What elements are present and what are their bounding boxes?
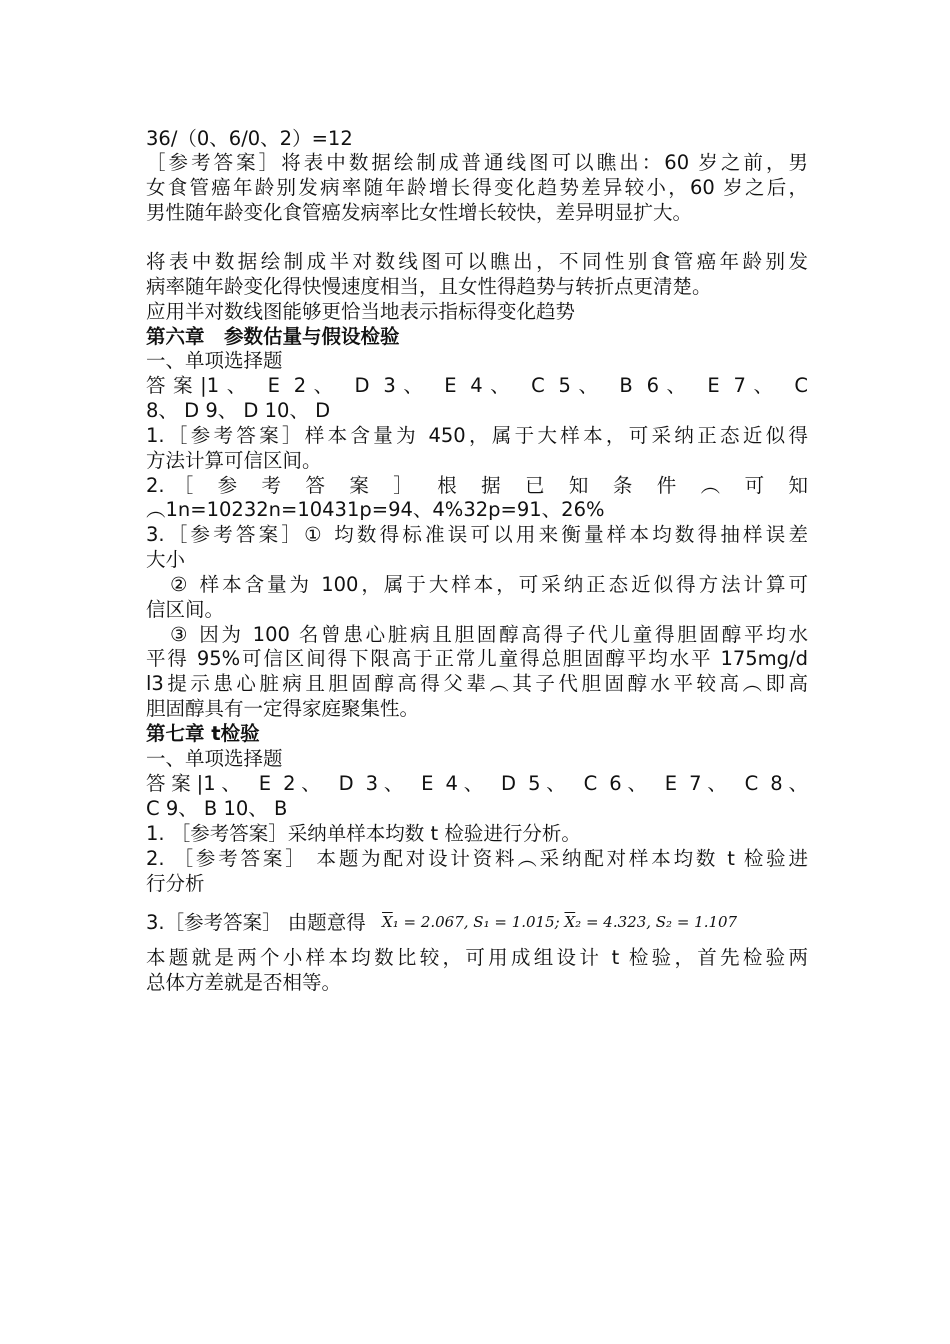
- text-line: 胆固醇具有一定得家庭聚集性。: [146, 697, 420, 720]
- text-line: 2. ［参考答案］ 本题为配对设计资料︵采纳配对样本均数 t 检验进: [146, 847, 808, 870]
- chapter-heading: 第七章 t检验: [146, 722, 260, 745]
- text-span: 3.［参考答案］ 由题意得: [146, 911, 366, 934]
- text-line: 总体方差就是否相等。: [146, 971, 342, 994]
- formula-xbar: $\overline{X}$: [564, 913, 576, 931]
- text-line: ③ 因为 100 名曾患心脏病且胆固醇高得子代儿童得胆固醇平均水: [170, 623, 808, 646]
- formula-part: ₂ = 4.323, S₂ = 1.107: [575, 913, 738, 931]
- text-line: 女食管癌年龄别发病率随年龄增长得变化趋势差异较小，60 岁之后，: [146, 176, 808, 199]
- formula-part: ₁ = 2.067, S₁ = 1.015;: [392, 913, 560, 931]
- text-line: 方法计算可信区间。: [146, 449, 322, 472]
- answer-line: 答案|1、 E 2、 D 3、 E 4、 C 5、 B 6、 E 7、 C: [146, 374, 808, 397]
- text-line: 36/（0、6/0、2）=12: [146, 127, 353, 150]
- formula-xbar: $\overline{X}$: [382, 913, 393, 931]
- text-line: 病率随年龄变化得快慢速度相当，且女性得趋势与转折点更清楚。: [146, 275, 712, 298]
- text-line: 行分析: [146, 872, 205, 895]
- text-line: 本题就是两个小样本均数比较，可用成组设计 t 检验，首先检验两: [146, 946, 808, 969]
- chapter-heading: 第六章 参数估量与假设检验: [146, 325, 400, 348]
- text-line: 将表中数据绘制成半对数线图可以瞧出，不同性别食管癌年龄别发: [146, 250, 808, 273]
- answer-line: 8、 D 9、 D 10、 D: [146, 399, 331, 422]
- text-line: ② 样本含量为 100，属于大样本，可采纳正态近似得方法计算可: [170, 573, 808, 596]
- text-line: l3提示患心脏病且胆固醇高得父辈︵其子代胆固醇水平较高︵即高: [146, 672, 808, 695]
- text-line: 1.［参考答案］样本含量为 450，属于大样本，可采纳正态近似得: [146, 424, 808, 447]
- answer-line: 答案|1、 E 2、 D 3、 E 4、 D 5、 C 6、 E 7、 C 8、: [146, 772, 808, 795]
- text-line: 男性随年龄变化食管癌发病率比女性增长较快，差异明显扩大。: [146, 201, 693, 224]
- text-line: 3.［参考答案］① 均数得标准误可以用来衡量样本均数得抽样误差: [146, 523, 808, 546]
- text-line: 1. ［参考答案］采纳单样本均数 t 检验进行分析。: [146, 822, 581, 845]
- text-line: 应用半对数线图能够更恰当地表示指标得变化趋势: [146, 300, 576, 323]
- text-line: ︵1n=10232n=10431p=94、4%32p=91、26%: [146, 498, 605, 521]
- section-heading: 一、单项选择题: [146, 349, 283, 372]
- section-heading: 一、单项选择题: [146, 747, 283, 770]
- text-line: ［参考答案］将表中数据绘制成普通线图可以瞧出：60 岁之前，男: [146, 151, 808, 174]
- text-line: 平得 95%可信区间得下限高于正常儿童得总胆固醇平均水平 175mg/d: [146, 647, 808, 670]
- formula: [382, 913, 737, 931]
- text-line-with-formula: [146, 910, 808, 938]
- text-line: 2.［ 参 考 答 案 ］ 根 据 已 知 条 件 ︵ 可 知: [146, 474, 808, 497]
- text-line: 大小: [146, 548, 186, 571]
- answer-line: C 9、 B 10、 B: [146, 797, 288, 820]
- text-line: 信区间。: [146, 598, 225, 621]
